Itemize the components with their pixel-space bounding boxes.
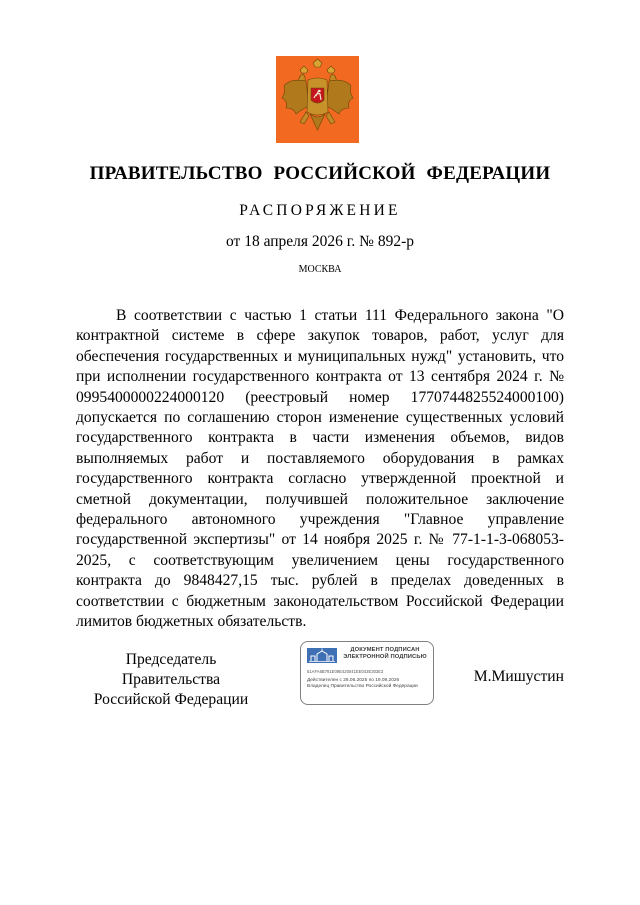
decree-body-paragraph: В соответствии с частью 1 статьи 111 Федерального закона "О контрактной системе в сфере закупок товаров, работ, услуг для обеспечения государственных и муниципальных нужд" установить, что при исполнении государственного контракта от 13 сентября 2024 г. № 0995400000224000120 (реестровый номер 1770744825524000100) допускается по соглашению сторон изменение существенных условий государственного контракта в части изменения объемов, видов выполняемых работ и поставляемого оборудования в рамках государственного контракта согласно утвержденной проектной и сметной документации, получившей положительное заключение федерального автономного учреждения "Главное управление государственной экспертизы" от 14 ноября 2025 г. № 77-1-1-3-068053-2025, с соответствующим увеличением цены государственного контракта до 9848427,15 тыс. рублей в пределах доведенных в соответствии с бюджетным законодательством Российской Федерации лимитов бюджетных обязательств.	[76, 307, 564, 631]
government-building-icon	[307, 648, 337, 663]
document-city: МОСКВА	[298, 264, 342, 275]
stamp-validity: Действителен с 26.06.2025 по 19.09.2026	[307, 678, 400, 683]
signatory-position-line2: Российской Федерации	[93, 691, 249, 708]
stamp-certificate-number: 51AFA6B781E09E420041EE043E303E3	[307, 669, 384, 674]
government-title: ПРАВИТЕЛЬСТВО РОССИЙСКОЙ ФЕДЕРАЦИИ	[89, 163, 551, 184]
double-headed-eagle-icon	[276, 56, 359, 143]
stamp-details	[307, 678, 431, 689]
signatory-position-line1: Председатель Правительства	[121, 651, 221, 688]
stamp-title	[339, 647, 431, 661]
coat-of-arms-emblem	[276, 56, 359, 143]
document-date-number: от 18 апреля 2026 г. № 892-р	[226, 233, 414, 250]
document-type: РАСПОРЯЖЕНИЕ	[239, 202, 401, 219]
stamp-owner: Владелец Правительство Российской Федерации	[307, 683, 418, 689]
stamp-title-line2: ЭЛЕКТРОННОЙ ПОДПИСЬЮ	[343, 654, 427, 660]
signatory-name: М.Мишустин	[473, 668, 564, 685]
signatory-position	[76, 650, 266, 710]
stamp-title-line1: ДОКУМЕНТ ПОДПИСАН	[350, 647, 420, 653]
electronic-signature-stamp	[300, 641, 434, 705]
